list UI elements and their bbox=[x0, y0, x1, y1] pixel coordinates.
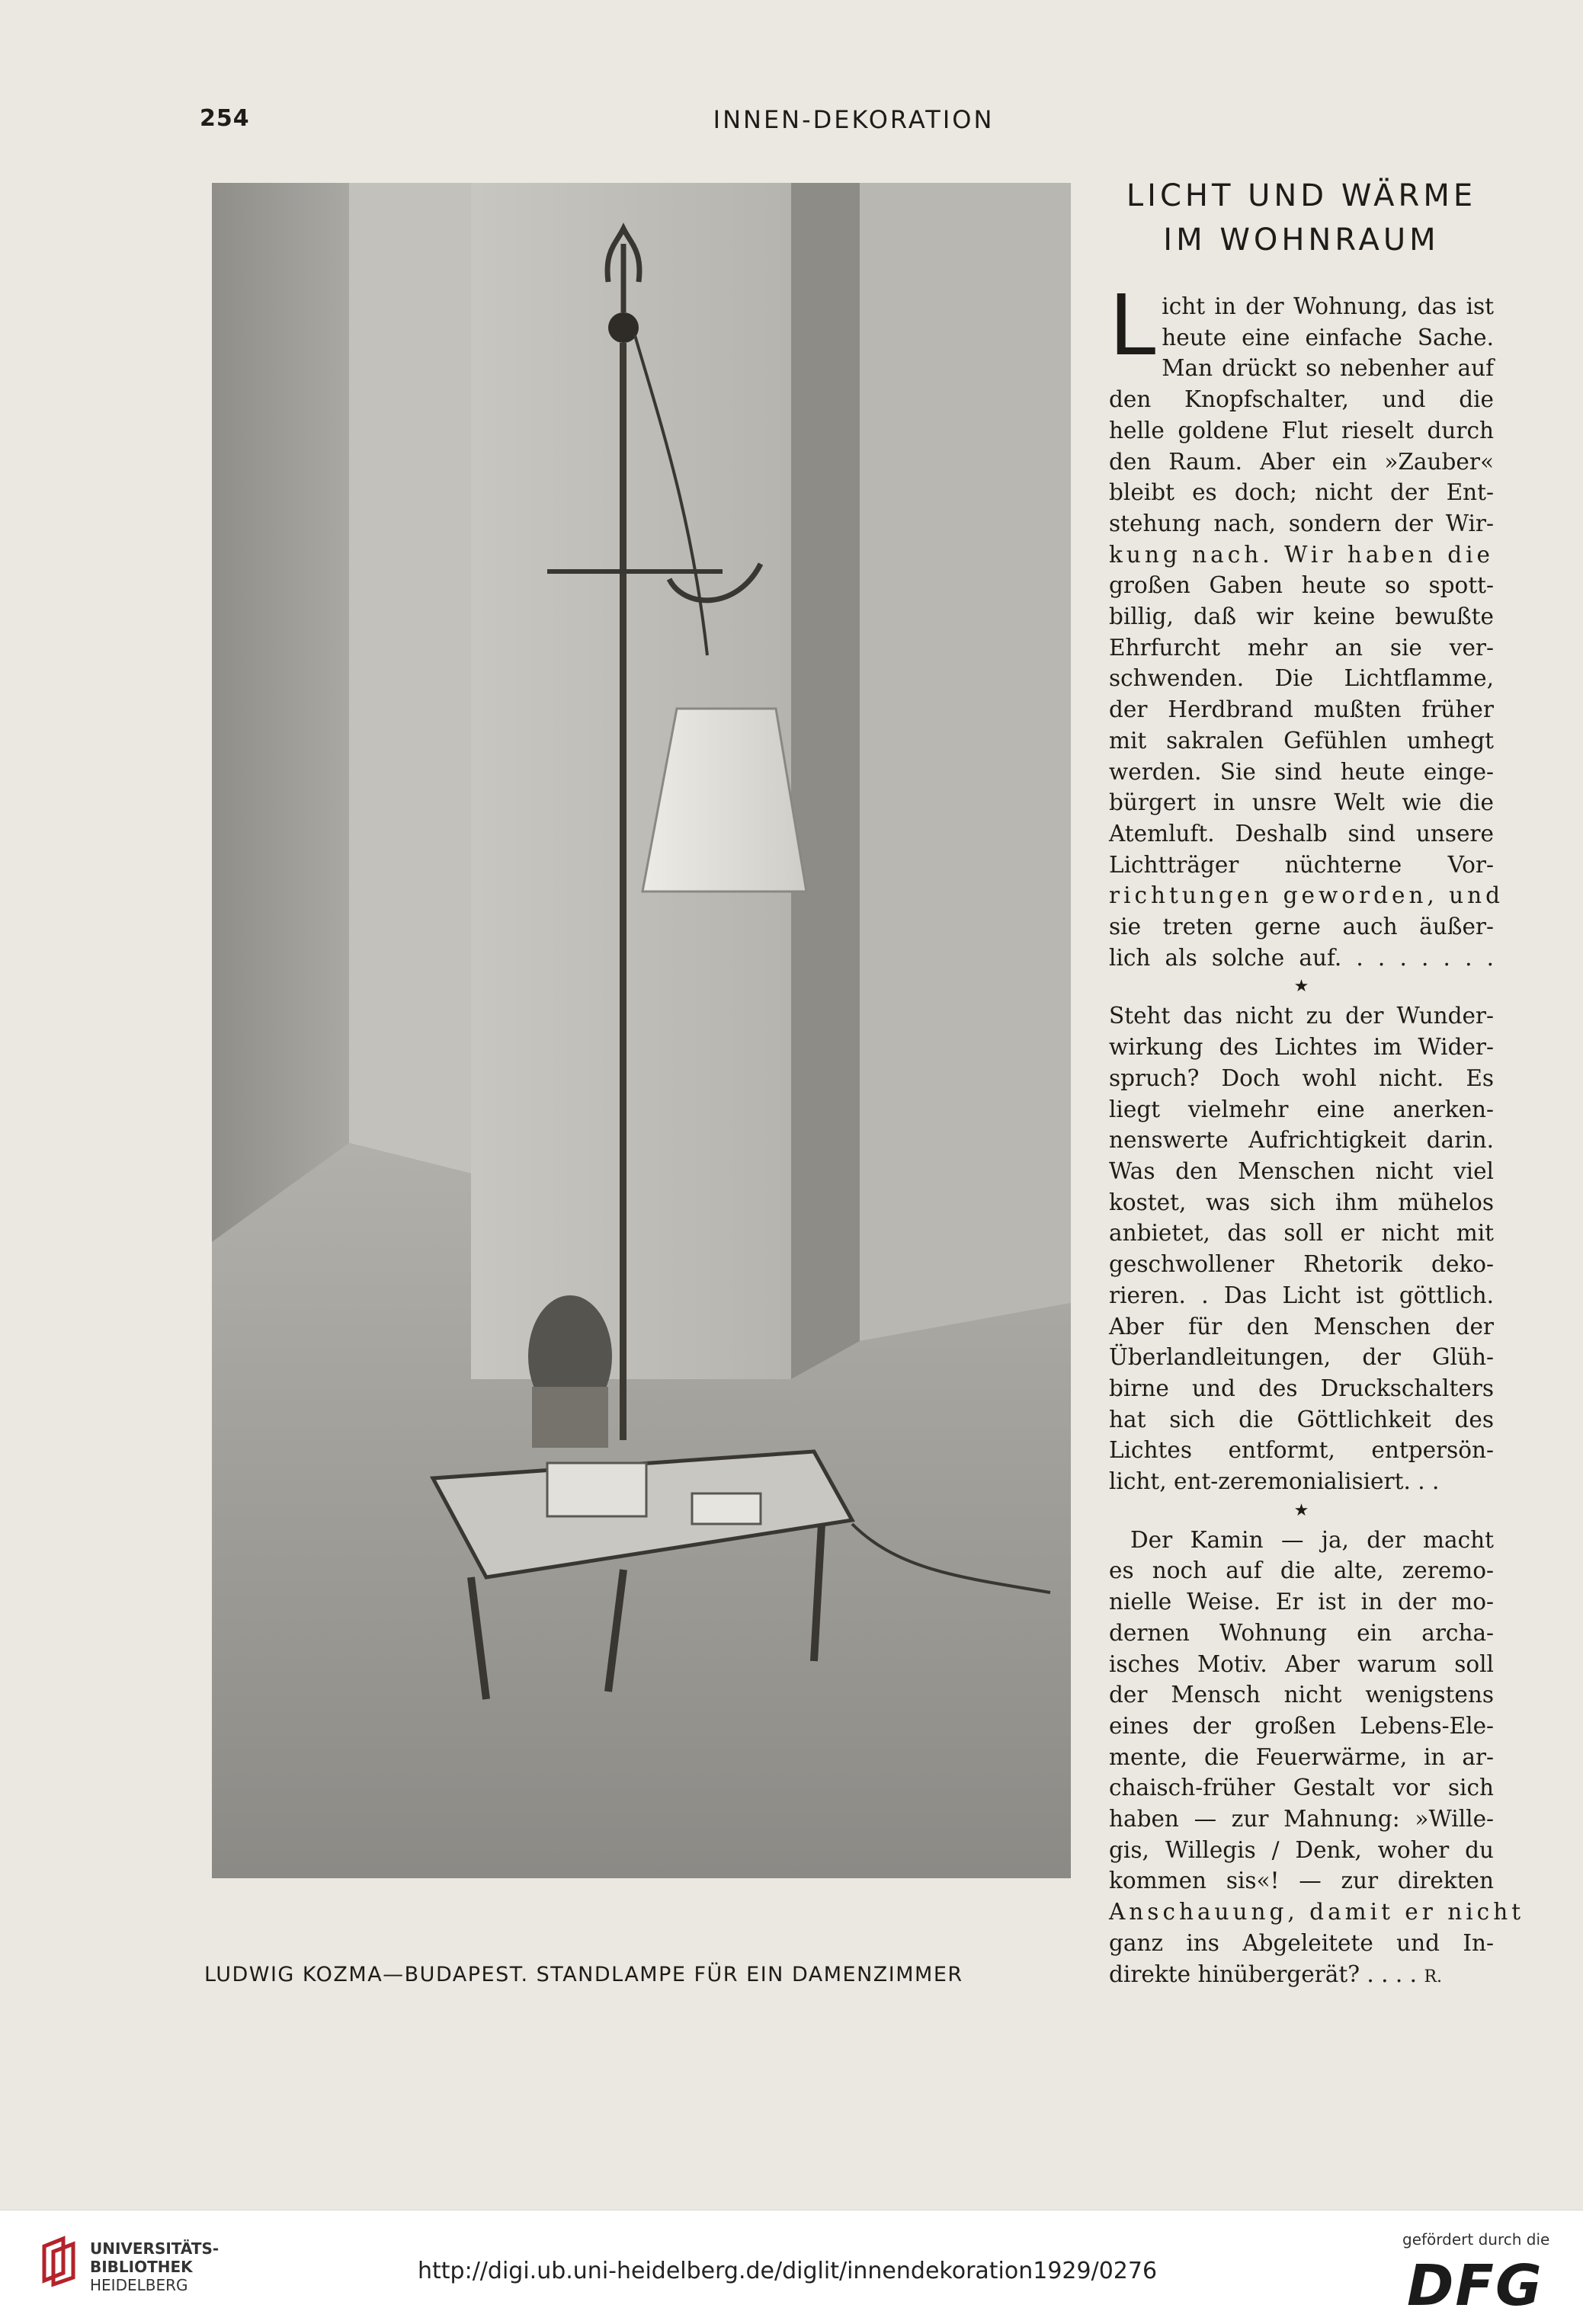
text-line: nenswerte Aufrichtigkeit darin. bbox=[1109, 1127, 1494, 1154]
text-line: den Raum. Aber ein »Zauber« bbox=[1109, 448, 1494, 475]
text-line: lich als solche auf. . . . . . . . bbox=[1109, 944, 1494, 971]
text-line: der Mensch nicht wenigstens bbox=[1109, 1682, 1494, 1708]
text-line: Überlandleitungen, der Glüh- bbox=[1109, 1344, 1494, 1371]
text-line: Lichtträger nüchterne Vor- bbox=[1109, 851, 1494, 878]
text-line: dernen Wohnung ein archa- bbox=[1109, 1619, 1494, 1646]
figure-caption: LUDWIG KOZMA—BUDAPEST. STANDLAMPE FÜR EIN DAMENZIMMER bbox=[204, 1963, 963, 1986]
text-line: billig, daß wir keine bewußte bbox=[1109, 603, 1494, 630]
text-line: wirkung des Lichtes im Wider- bbox=[1109, 1034, 1494, 1061]
university-library-logo-icon bbox=[37, 2235, 82, 2288]
text-line: es noch auf die alte, zeremo- bbox=[1109, 1557, 1494, 1584]
text-line: Man drückt so nebenher auf bbox=[1162, 355, 1494, 382]
text-line: kommen sis«! — zur direkten bbox=[1109, 1868, 1494, 1894]
lamp-photograph bbox=[212, 183, 1071, 1878]
library-name bbox=[90, 2239, 219, 2294]
digitization-footer bbox=[0, 2210, 1583, 2324]
text-line: heute eine einfache Sache. bbox=[1162, 324, 1494, 351]
text-line: chaisch-früher Gestalt vor sich bbox=[1109, 1775, 1494, 1801]
text-line: nielle Weise. Er ist in der mo- bbox=[1109, 1589, 1494, 1615]
text-line: mente, die Feuerwärme, in ar- bbox=[1109, 1743, 1494, 1770]
text-line: hat sich die Göttlichkeit des bbox=[1109, 1406, 1494, 1432]
text-line: Steht das nicht zu der Wunder- bbox=[1109, 1003, 1494, 1029]
lamp-photo-illustration bbox=[212, 183, 1071, 1878]
text-line: sie treten gerne auch äußer- bbox=[1109, 914, 1494, 940]
page-number: 254 bbox=[200, 105, 250, 132]
text-line: schwenden. Die Lichtflamme, bbox=[1109, 665, 1494, 692]
text-line: helle goldene Flut rieselt durch bbox=[1109, 417, 1494, 443]
text-line: bleibt es doch; nicht der Ent- bbox=[1109, 479, 1494, 506]
text-line: kung nach. Wir haben die bbox=[1109, 541, 1494, 568]
dfg-logo: DFG bbox=[1407, 2253, 1543, 2319]
section-separator-star: ★ bbox=[1293, 1500, 1309, 1520]
text-line: spruch? Doch wohl nicht. Es bbox=[1109, 1064, 1494, 1091]
text-line: Was den Menschen nicht viel bbox=[1109, 1157, 1494, 1184]
text-line: eines der großen Lebens-Ele- bbox=[1109, 1712, 1494, 1739]
text-line: licht, ent-zeremonialisiert. . . bbox=[1109, 1468, 1440, 1495]
text-line: bürgert in unsre Welt wie die bbox=[1109, 789, 1494, 816]
title-line: LICHT UND WÄRME bbox=[1126, 178, 1477, 213]
text-line: mit sakralen Gefühlen umhegt bbox=[1109, 727, 1494, 754]
article-title bbox=[1109, 174, 1494, 262]
text-line: Atemluft. Deshalb sind unsere bbox=[1109, 820, 1494, 847]
text-line: richtungen geworden, und bbox=[1109, 882, 1504, 909]
text-line: Ehrfurcht mehr an sie ver- bbox=[1109, 634, 1494, 661]
text-line: liegt vielmehr eine anerken- bbox=[1109, 1096, 1494, 1122]
text-line: isches Motiv. Aber warum soll bbox=[1109, 1650, 1494, 1677]
text-line: der Herdbrand mußten früher bbox=[1109, 696, 1494, 723]
author-signature: R. bbox=[1424, 1967, 1442, 1986]
text-line: ganz ins Abgeleitete und In- bbox=[1109, 1929, 1494, 1956]
text-line: Anschauung, damit er nicht bbox=[1109, 1899, 1525, 1925]
section-separator-star: ★ bbox=[1293, 977, 1309, 997]
library-name-line: UNIVERSITÄTS- bbox=[90, 2239, 220, 2258]
text-line: werden. Sie sind heute einge- bbox=[1109, 758, 1494, 785]
text-line-content: direkte hinübergerät? . . . . bbox=[1109, 1961, 1418, 1987]
text-line: stehung nach, sondern der Wir- bbox=[1109, 510, 1494, 536]
paragraph-2 bbox=[1109, 1000, 1494, 1497]
paragraph-1 bbox=[1109, 277, 1504, 973]
text-line: anbietet, das soll er nicht mit bbox=[1109, 1220, 1494, 1247]
text-line: icht in der Wohnung, das ist bbox=[1162, 293, 1494, 319]
drop-cap: L bbox=[1109, 277, 1156, 374]
text-line: geschwollener Rhetorik deko- bbox=[1109, 1251, 1494, 1278]
text-line: rieren. . Das Licht ist göttlich. bbox=[1109, 1282, 1494, 1308]
journal-title: INNEN-DEKORATION bbox=[713, 105, 995, 134]
text-line: Lichtes entformt, entpersön- bbox=[1109, 1437, 1494, 1464]
text-line: Der Kamin — ja, der macht bbox=[1130, 1526, 1494, 1553]
title-line: IM WOHNRAUM bbox=[1163, 222, 1440, 258]
text-line: haben — zur Mahnung: »Wille- bbox=[1109, 1806, 1494, 1833]
text-line: kostet, was sich ihm mühelos bbox=[1109, 1189, 1494, 1215]
running-head bbox=[0, 105, 1583, 143]
text-line: birne und des Druckschalters bbox=[1109, 1375, 1494, 1401]
text-line: großen Gaben heute so spott- bbox=[1109, 572, 1494, 599]
digital-copy-link[interactable]: http://digi.ub.uni-heidelberg.de/diglit/innendekoration1929/0276 bbox=[418, 2258, 1158, 2284]
article bbox=[1109, 174, 1525, 1993]
text-line: Aber für den Menschen der bbox=[1109, 1313, 1494, 1340]
paragraph-3 bbox=[1109, 1525, 1525, 1993]
text-line: gis, Willegis / Denk, woher du bbox=[1109, 1836, 1494, 1863]
library-name-line: HEIDELBERG bbox=[90, 2276, 188, 2294]
text-line: den Knopfschalter, und die bbox=[1109, 386, 1494, 413]
library-name-line: BIBLIOTHEK bbox=[90, 2258, 193, 2276]
funder-label: gefördert durch die bbox=[1402, 2230, 1550, 2249]
text-line bbox=[1109, 1959, 1494, 1993]
